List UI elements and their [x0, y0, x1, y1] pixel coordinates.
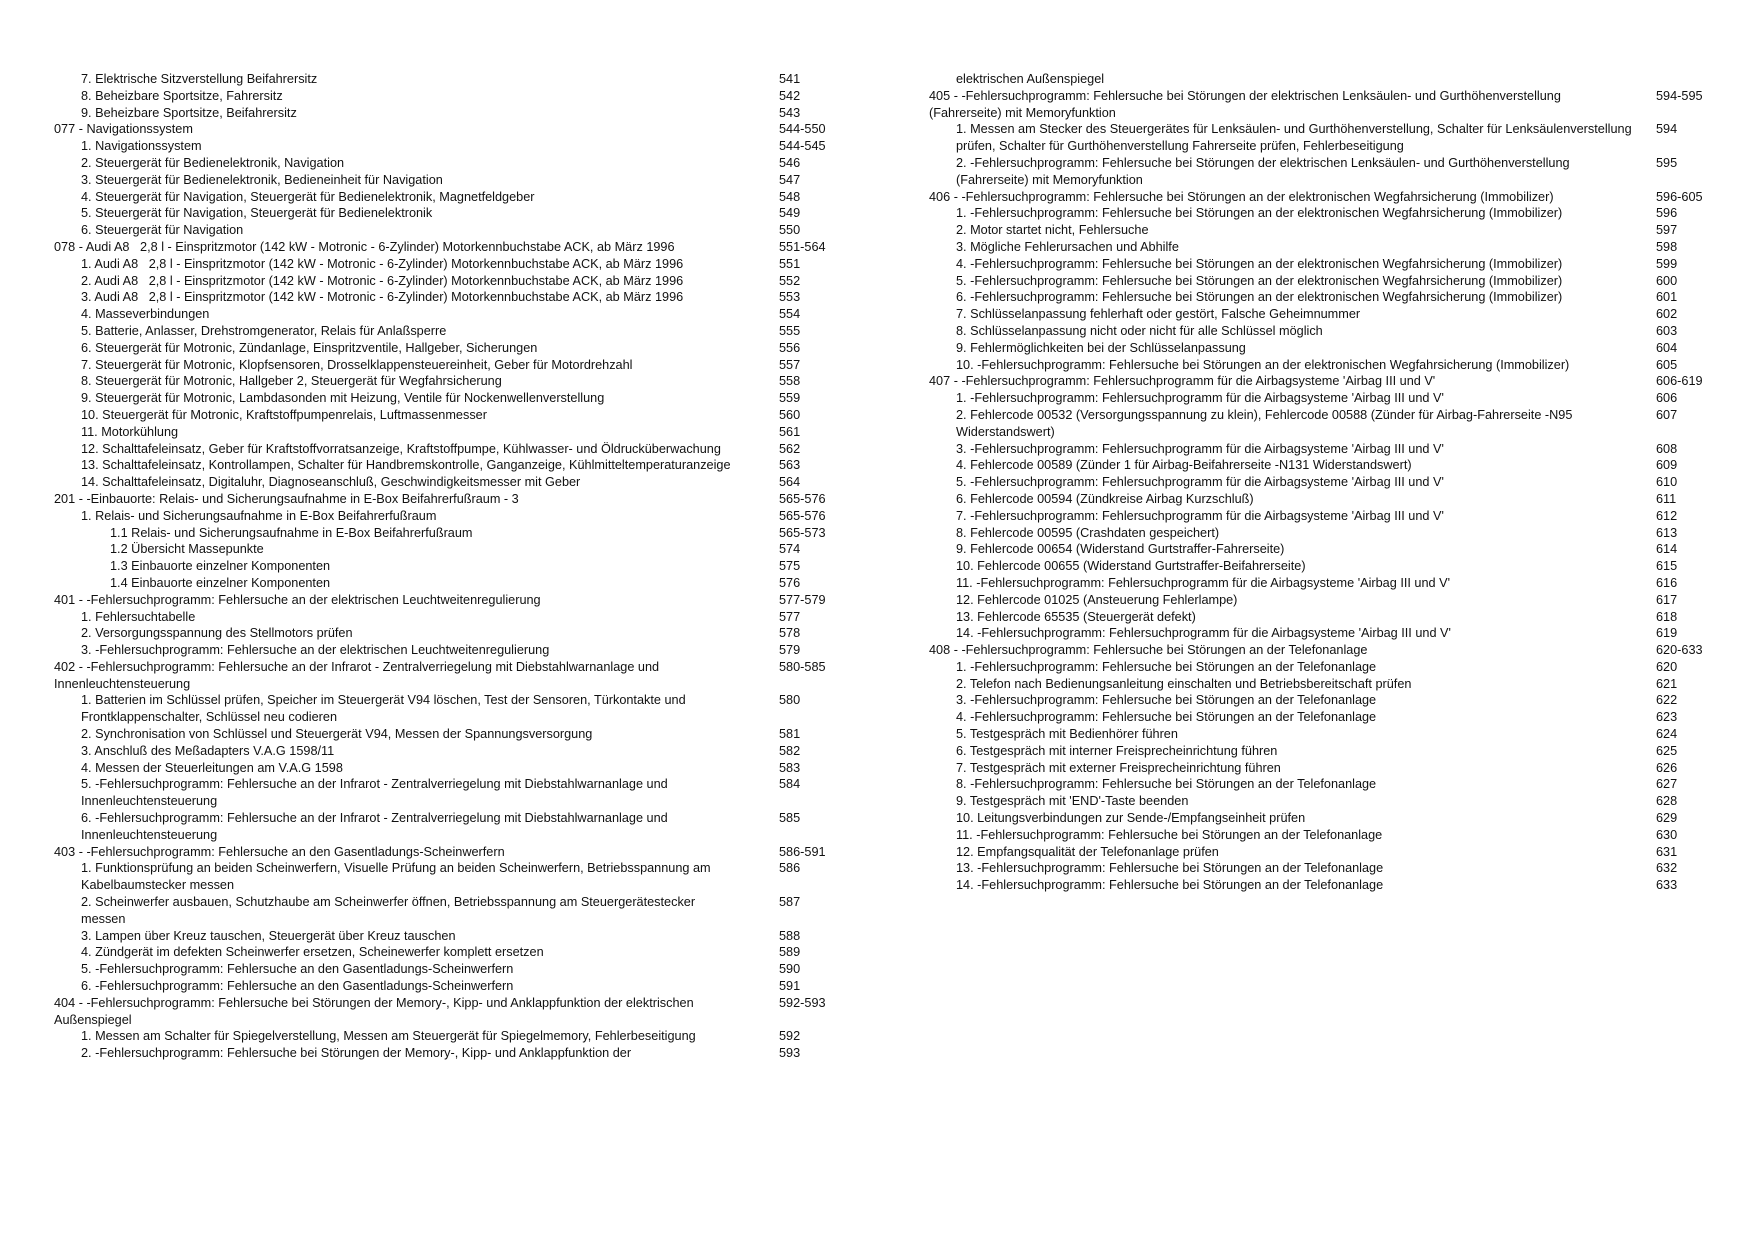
toc-entry-row[interactable] [54, 525, 854, 542]
toc-entry-title: 12. Fehlercode 01025 (Ansteuerung Fehlerlampe) [956, 592, 1238, 607]
toc-entry-title: 4. -Fehlersuchprogramm: Fehlersuche bei Störungen an der Telefonanlage [956, 710, 1377, 725]
toc-page-number: 596 [1656, 206, 1678, 221]
toc-entry-title: 5. -Fehlersuchprogramm: Fehlersuchprogramm für die Airbagsysteme 'Airbag III und V' [956, 475, 1444, 490]
toc-entry-title: 403 - -Fehlersuchprogramm: Fehlersuche an den Gasentladungs-Scheinwerfern [54, 844, 505, 859]
toc-page-number: 575 [779, 559, 801, 574]
toc-page-number: 559 [779, 391, 801, 406]
toc-entry-row[interactable] [929, 205, 1719, 222]
toc-entry-title: 10. -Fehlersuchprogramm: Fehlersuche bei Störungen an der elektronischen Wegfahrsicherung (Immobilizer) [956, 357, 1570, 372]
toc-page-number: 593 [779, 1046, 801, 1061]
toc-chapter-row[interactable] [54, 491, 854, 508]
toc-entry-title: 1. Audi A8 2,8 l - Einspritzmotor (142 kW - Motronic - 6-Zylinder) Motorkennbuchstabe ACK, ab März 1996 [81, 256, 684, 271]
toc-page-number: 600 [1656, 273, 1678, 288]
toc-page-number: 586-591 [779, 844, 826, 859]
toc-entry-row[interactable] [929, 827, 1719, 844]
toc-page-number: 551 [779, 256, 801, 271]
toc-entry-title: 9. Fehlercode 00654 (Widerstand Gurtstraffer-Fahrerseite) [956, 542, 1285, 557]
toc-entry-title: 5. -Fehlersuchprogramm: Fehlersuche an den Gasentladungs-Scheinwerfern [81, 962, 514, 977]
toc-page-number: 565-576 [779, 508, 826, 523]
toc-entry-title: 6. -Fehlersuchprogramm: Fehlersuche bei Störungen an der elektronischen Wegfahrsicherung (Immobilizer) [956, 290, 1563, 305]
toc-page-number: 621 [1656, 676, 1678, 691]
toc-entry-title: 8. Beheizbare Sportsitze, Fahrersitz [81, 88, 283, 103]
toc-page-number: 563 [779, 458, 801, 473]
toc-entry-title: 8. -Fehlersuchprogramm: Fehlersuche bei Störungen an der Telefonanlage [956, 777, 1377, 792]
toc-page-number: 609 [1656, 458, 1678, 473]
toc-page-number: 591 [779, 979, 801, 994]
toc-page-number: 557 [779, 357, 801, 372]
toc-entry-title: 9. Steuergerät für Motronic, Lambdasonden mit Heizung, Ventile für Nockenwellenverstellung [81, 391, 605, 406]
toc-page-number: 627 [1656, 777, 1678, 792]
toc-entry-row[interactable] [929, 844, 1719, 861]
toc-entry-row[interactable] [929, 877, 1719, 894]
toc-page-number: 582 [779, 743, 801, 758]
toc-page-number: 603 [1656, 323, 1678, 338]
toc-chapter-row[interactable] [54, 995, 854, 1029]
toc-entry-row[interactable] [54, 609, 854, 626]
toc-page-number: 550 [779, 223, 801, 238]
toc-entry-row[interactable] [54, 944, 854, 961]
toc-entry-row[interactable] [54, 961, 854, 978]
toc-entry-title: 404 - -Fehlersuchprogramm: Fehlersuche bei Störungen der Memory-, Kipp- und Anklappfunktion der elektrischen Außenspiegel [54, 995, 697, 1027]
toc-entry-title: 4. Fehlercode 00589 (Zünder 1 für Airbag-Beifahrerseite -N131 Widerstandswert) [956, 458, 1412, 473]
toc-page-number: 587 [779, 895, 801, 910]
toc-entry-row[interactable] [54, 894, 854, 928]
toc-entry-title: 14. -Fehlersuchprogramm: Fehlersuchprogramm für die Airbagsysteme 'Airbag III und V' [956, 626, 1451, 641]
toc-entry-title: 2. -Fehlersuchprogramm: Fehlersuche bei Störungen der Memory-, Kipp- und Anklappfunktion der [81, 1046, 632, 1061]
toc-entry-title: 6. Fehlercode 00594 (Zündkreise Airbag Kurzschluß) [956, 491, 1254, 506]
toc-entry-row[interactable] [929, 592, 1719, 609]
toc-entry-row[interactable] [54, 105, 854, 122]
toc-page-number: 547 [779, 172, 801, 187]
toc-page-number: 555 [779, 323, 801, 338]
toc-entry-row[interactable] [54, 1045, 854, 1062]
toc-entry-title: 12. Empfangsqualität der Telefonanlage prüfen [956, 844, 1219, 859]
toc-page-number: 561 [779, 424, 801, 439]
toc-page-number: 599 [1656, 256, 1678, 271]
toc-entry-row[interactable] [54, 323, 854, 340]
toc-entry-row[interactable] [54, 138, 854, 155]
toc-page-number: 615 [1656, 559, 1678, 574]
toc-entry-title: 6. Testgespräch mit interner Freisprecheinrichtung führen [956, 743, 1278, 758]
toc-page-number: 614 [1656, 542, 1678, 557]
toc-entry-title: 2. Fehlercode 00532 (Versorgungsspannung zu klein), Fehlercode 00588 (Zünder für Airbag-Fahrerseite -N95 Widerstandswert) [956, 407, 1576, 439]
toc-entry-row[interactable] [929, 793, 1719, 810]
toc-page-number: 592 [779, 1029, 801, 1044]
toc-entry-row[interactable] [929, 323, 1719, 340]
toc-chapter-row[interactable] [54, 239, 854, 256]
toc-entry-row[interactable] [54, 642, 854, 659]
toc-entry-title: 1. -Fehlersuchprogramm: Fehlersuchprogramm für die Airbagsysteme 'Airbag III und V' [956, 391, 1444, 406]
toc-entry-row[interactable] [54, 289, 854, 306]
toc-entry-row[interactable] [54, 155, 854, 172]
toc-entry-title: 405 - -Fehlersuchprogramm: Fehlersuche bei Störungen der elektrischen Lenksäulen- und Gurthöhenverstellung (Fahrerseite) mit Memoryfunktion [929, 88, 1565, 120]
toc-entry-row[interactable] [929, 575, 1719, 592]
toc-entry-row[interactable] [929, 508, 1719, 525]
toc-page-number: 623 [1656, 710, 1678, 725]
toc-page-number: 588 [779, 928, 801, 943]
toc-entry-row[interactable] [54, 205, 854, 222]
toc-page-number: 552 [779, 273, 801, 288]
toc-entry-title: 3. Mögliche Fehlerursachen und Abhilfe [956, 239, 1179, 254]
toc-entry-row[interactable] [54, 776, 854, 810]
toc-page-number: 605 [1656, 357, 1678, 372]
toc-entry-row[interactable] [54, 558, 854, 575]
toc-entry-title: 4. Messen der Steuerleitungen am V.A.G 1598 [81, 760, 343, 775]
toc-entry-row[interactable] [54, 273, 854, 290]
toc-entry-row[interactable] [929, 390, 1719, 407]
toc-entry-row[interactable] [54, 88, 854, 105]
toc-entry-row[interactable] [54, 390, 854, 407]
toc-entry-row[interactable] [929, 273, 1719, 290]
toc-entry-row[interactable] [54, 373, 854, 390]
toc-entry-title: 408 - -Fehlersuchprogramm: Fehlersuche bei Störungen an der Telefonanlage [929, 643, 1368, 658]
toc-entry-title: 13. Fehlercode 65535 (Steuergerät defekt) [956, 609, 1196, 624]
toc-entry-title: 9. Fehlermöglichkeiten bei der Schlüsselanpassung [956, 340, 1246, 355]
toc-entry-title: 201 - -Einbauorte: Relais- und Sicherungsaufnahme in E-Box Beifahrerfußraum - 3 [54, 491, 519, 506]
toc-entry-title: 7. Steuergerät für Motronic, Klopfsensoren, Drosselklappensteuereinheit, Geber für Motordrehzahl [81, 357, 633, 372]
toc-page-number: 581 [779, 727, 801, 742]
toc-entry-row[interactable] [54, 508, 854, 525]
toc-page-number: 544-545 [779, 139, 826, 154]
toc-entry-title: 8. Schlüsselanpassung nicht oder nicht für alle Schlüssel möglich [956, 323, 1323, 338]
toc-page-number: 622 [1656, 693, 1678, 708]
toc-entry-title: 4. Masseverbindungen [81, 307, 210, 322]
toc-page-number: 616 [1656, 575, 1678, 590]
toc-entry-row[interactable] [54, 625, 854, 642]
toc-page-number: 577 [779, 609, 801, 624]
toc-entry-title: 10. Leitungsverbindungen zur Sende-/Empfangseinheit prüfen [956, 811, 1306, 826]
toc-chapter-row[interactable] [54, 121, 854, 138]
toc-page-number: 628 [1656, 794, 1678, 809]
toc-page-number: 549 [779, 206, 801, 221]
toc-entry-row[interactable] [929, 121, 1719, 155]
toc-page-number: 620-633 [1656, 643, 1703, 658]
toc-page-number: 548 [779, 189, 801, 204]
toc-entry-row[interactable] [54, 474, 854, 491]
toc-page-number: 579 [779, 643, 801, 658]
toc-page-number: 578 [779, 626, 801, 641]
toc-entry-row[interactable] [929, 155, 1719, 189]
toc-page-number: 613 [1656, 525, 1678, 540]
toc-page-number: 597 [1656, 223, 1678, 238]
toc-page-number: 584 [779, 777, 801, 792]
toc-page-number: 612 [1656, 508, 1678, 523]
toc-page-number: 617 [1656, 592, 1678, 607]
toc-page-number: 610 [1656, 475, 1678, 490]
toc-entry-title: 2. Scheinwerfer ausbauen, Schutzhaube am Scheinwerfer öffnen, Betriebsspannung am Steuergerätestecker messen [81, 895, 699, 926]
toc-page-number: 580 [779, 693, 801, 708]
toc-entry-title: 7. Elektrische Sitzverstellung Beifahrersitz [81, 72, 318, 86]
toc-page-number: 618 [1656, 609, 1678, 624]
toc-entry-row[interactable] [929, 676, 1719, 693]
toc-entry-title: 8. Steuergerät für Motronic, Hallgeber 2, Steuergerät für Wegfahrsicherung [81, 374, 502, 389]
toc-entry-row[interactable] [54, 189, 854, 206]
toc-page-number: 625 [1656, 743, 1678, 758]
toc-entry-title: 4. -Fehlersuchprogramm: Fehlersuche bei Störungen an der elektronischen Wegfahrsicherung (Immobilizer) [956, 256, 1563, 271]
toc-entry-title: elektrischen Außenspiegel [956, 72, 1105, 86]
toc-page-number: 607 [1656, 407, 1678, 422]
toc-entry-row[interactable] [54, 256, 854, 273]
toc-entry-row[interactable] [929, 457, 1719, 474]
toc-entry-row[interactable] [929, 474, 1719, 491]
toc-entry-title: 9. Testgespräch mit 'END'-Taste beenden [956, 794, 1189, 809]
toc-entry-title: 3. -Fehlersuchprogramm: Fehlersuchprogramm für die Airbagsysteme 'Airbag III und V' [956, 441, 1444, 456]
toc-entry-title: 4. Steuergerät für Navigation, Steuergerät für Bedienelektronik, Magnetfeldgeber [81, 189, 535, 204]
toc-entry-title: 1.4 Einbauorte einzelner Komponenten [110, 575, 331, 590]
toc-entry-row[interactable] [54, 743, 854, 760]
toc-entry-row[interactable] [54, 441, 854, 458]
toc-entry-row[interactable] [54, 457, 854, 474]
toc-entry-row[interactable] [929, 692, 1719, 709]
toc-entry-title: 1. Relais- und Sicherungsaufnahme in E-Box Beifahrerfußraum [81, 508, 437, 523]
toc-entry-row[interactable] [929, 860, 1719, 877]
toc-entry-row[interactable] [54, 340, 854, 357]
toc-page-number: 601 [1656, 290, 1678, 305]
toc-entry-title: 2. Steuergerät für Bedienelektronik, Navigation [81, 155, 345, 170]
toc-page-number: 598 [1656, 239, 1678, 254]
toc-page-number: 585 [779, 811, 801, 826]
toc-page-number: 558 [779, 374, 801, 389]
toc-entry-title: 10. Steuergerät für Motronic, Kraftstoffpumpenrelais, Luftmassenmesser [81, 407, 487, 422]
toc-entry-title: 1. -Fehlersuchprogramm: Fehlersuche bei Störungen an der Telefonanlage [956, 659, 1377, 674]
toc-entry-row[interactable] [54, 928, 854, 945]
toc-entry-row[interactable] [929, 709, 1719, 726]
toc-page-number: 586 [779, 861, 801, 876]
toc-entry-row[interactable] [929, 239, 1719, 256]
toc-entry-row[interactable] [929, 609, 1719, 626]
toc-entry-row[interactable] [54, 760, 854, 777]
toc-entry-row[interactable] [929, 726, 1719, 743]
toc-entry-row[interactable] [54, 541, 854, 558]
toc-entry-row[interactable] [929, 625, 1719, 642]
toc-entry-title: 14. Schalttafeleinsatz, Digitaluhr, Diagnoseanschluß, Geschwindigkeitsmesser mit Geber [81, 475, 581, 490]
toc-page-number: 574 [779, 542, 801, 557]
toc-entry-title: 3. Anschluß des Meßadapters V.A.G 1598/11 [81, 743, 335, 758]
toc-entry-row[interactable] [929, 222, 1719, 239]
toc-entry-title: 5. Steuergerät für Navigation, Steuergerät für Bedienelektronik [81, 206, 433, 221]
toc-entry-title: 9. Beheizbare Sportsitze, Beifahrersitz [81, 105, 297, 120]
toc-page-number: 560 [779, 407, 801, 422]
toc-left-column [54, 71, 854, 1062]
toc-entry-row[interactable] [54, 575, 854, 592]
toc-entry-title: 1.3 Einbauorte einzelner Komponenten [110, 559, 331, 574]
toc-entry-row[interactable] [54, 407, 854, 424]
toc-entry-title: 6. Steuergerät für Motronic, Zündanlage, Einspritzventile, Hallgeber, Sicherungen [81, 340, 538, 355]
toc-page-number: 606-619 [1656, 374, 1703, 389]
toc-entry-title: 2. Audi A8 2,8 l - Einspritzmotor (142 kW - Motronic - 6-Zylinder) Motorkennbuchstabe ACK, ab März 1996 [81, 273, 684, 288]
toc-entry-title: 1. Messen am Schalter für Spiegelverstellung, Messen am Steuergerät für Spiegelmemory, Fehlerbeseitigung [81, 1029, 696, 1044]
toc-entry-row[interactable] [54, 71, 854, 88]
toc-page-number: 611 [1656, 491, 1677, 506]
toc-page-number: 546 [779, 155, 801, 170]
toc-right-column [929, 71, 1719, 894]
toc-entry-row[interactable] [54, 810, 854, 844]
toc-chapter-row[interactable] [54, 659, 854, 693]
toc-entry-title: 4. Zündgerät im defekten Scheinwerfer ersetzen, Scheinewerfer komplett ersetzen [81, 945, 544, 960]
toc-page-number: 630 [1656, 827, 1678, 842]
toc-entry-title: 13. Schalttafeleinsatz, Kontrollampen, Schalter für Handbremskontrolle, Ganganzeige, Kühlmitteltemperaturanzeige [81, 458, 731, 473]
toc-entry-title: 2. Telefon nach Bedienungsanleitung einschalten und Betriebsbereitschaft prüfen [956, 676, 1412, 691]
toc-chapter-row[interactable] [929, 373, 1719, 390]
toc-entry-title: 6. Steuergerät für Navigation [81, 223, 244, 238]
toc-page-number: 596-605 [1656, 189, 1703, 204]
toc-entry-row[interactable] [929, 491, 1719, 508]
toc-entry-title: 2. Synchronisation von Schlüssel und Steuergerät V94, Messen der Spannungsversorgung [81, 727, 593, 742]
toc-entry-title: 406 - -Fehlersuchprogramm: Fehlersuche bei Störungen an der elektronischen Wegfahrsicherung (Immobilizer) [929, 189, 1554, 204]
toc-entry-title: 402 - -Fehlersuchprogramm: Fehlersuche an der Infrarot - Zentralverriegelung mit Diebstahlwarnanlage und Innenleuchtensteuerung [54, 659, 663, 691]
toc-entry-row[interactable] [54, 1028, 854, 1045]
toc-entry-title: 1.2 Übersicht Massepunkte [110, 542, 264, 557]
toc-page-number: 542 [779, 88, 801, 103]
toc-entry-row[interactable] [54, 726, 854, 743]
toc-entry-title: 5. -Fehlersuchprogramm: Fehlersuche bei Störungen an der elektronischen Wegfahrsicherung (Immobilizer) [956, 273, 1563, 288]
toc-entry-title: 407 - -Fehlersuchprogramm: Fehlersuchprogramm für die Airbagsysteme 'Airbag III und V' [929, 374, 1436, 389]
toc-chapter-row[interactable] [929, 88, 1719, 122]
toc-page-number: 608 [1656, 441, 1678, 456]
toc-page-number: 576 [779, 575, 801, 590]
toc-entry-row[interactable] [929, 256, 1719, 273]
toc-entry-row[interactable] [54, 424, 854, 441]
toc-page-number: 632 [1656, 861, 1678, 876]
toc-entry-row[interactable] [54, 978, 854, 995]
toc-page-number: 543 [779, 105, 801, 120]
toc-entry-title: 1. Navigationssystem [81, 139, 202, 154]
toc-entry-title: 13. -Fehlersuchprogramm: Fehlersuche bei Störungen an der Telefonanlage [956, 861, 1384, 876]
toc-entry-row[interactable] [929, 441, 1719, 458]
toc-page-number: 631 [1656, 844, 1678, 859]
toc-entry-row[interactable] [54, 692, 854, 726]
toc-entry-title: 3. -Fehlersuchprogramm: Fehlersuche bei Störungen an der Telefonanlage [956, 693, 1377, 708]
toc-entry-title: 1. -Fehlersuchprogramm: Fehlersuche bei Störungen an der elektronischen Wegfahrsicherung (Immobilizer) [956, 206, 1563, 221]
toc-page-number: 626 [1656, 760, 1678, 775]
toc-entry-row[interactable] [929, 306, 1719, 323]
toc-page-number: 577-579 [779, 592, 826, 607]
toc-entry-title: 7. Schlüsselanpassung fehlerhaft oder gestört, Falsche Geheimnummer [956, 307, 1361, 322]
toc-entry-row[interactable] [929, 659, 1719, 676]
toc-page-number: 620 [1656, 659, 1678, 674]
toc-chapter-row[interactable] [54, 844, 854, 861]
toc-entry-title: 5. -Fehlersuchprogramm: Fehlersuche an der Infrarot - Zentralverriegelung mit Diebstahlwarnanlage und Innenleuchtensteuerung [81, 777, 672, 809]
toc-page-number: 565-576 [779, 491, 826, 506]
toc-chapter-row[interactable] [929, 642, 1719, 659]
toc-entry-row[interactable] [929, 541, 1719, 558]
toc-entry-title: 078 - Audi A8 2,8 l - Einspritzmotor (142 kW - Motronic - 6-Zylinder) Motorkennbuchstabe ACK, ab März 1996 [54, 239, 675, 254]
toc-page-number: 604 [1656, 340, 1678, 355]
toc-page-number: 551-564 [779, 239, 826, 254]
toc-entry-title: 11. Motorkühlung [81, 424, 179, 439]
toc-entry-title: 5. Batterie, Anlasser, Drehstromgenerator, Relais für Anlaßsperre [81, 323, 447, 338]
toc-entry-title: 6. -Fehlersuchprogramm: Fehlersuche an den Gasentladungs-Scheinwerfern [81, 979, 514, 994]
toc-page-number: 565-573 [779, 525, 826, 540]
toc-entry-title: 5. Testgespräch mit Bedienhörer führen [956, 727, 1178, 742]
toc-page-number: 562 [779, 441, 801, 456]
toc-page-number: 589 [779, 945, 801, 960]
toc-entry-title: 1. Funktionsprüfung an beiden Scheinwerfern, Visuelle Prüfung an beiden Scheinwerfern, Betriebsspannung am Kabelbaumstecker messen [81, 861, 715, 893]
toc-entry-row[interactable] [929, 357, 1719, 374]
toc-page-number: 553 [779, 290, 801, 305]
toc-entry-row[interactable] [929, 289, 1719, 306]
toc-page-number: 556 [779, 340, 801, 355]
toc-chapter-row[interactable] [54, 592, 854, 609]
toc-entry-row[interactable] [929, 71, 1719, 88]
toc-entry-row[interactable] [929, 558, 1719, 575]
toc-page-number: 595 [1656, 155, 1678, 170]
toc-entry-title: 1. Batterien im Schlüssel prüfen, Speicher im Steuergerät V94 löschen, Test der Sensoren, Türkontakte und Frontklappenschalter, Schlüssel neu codieren [81, 693, 690, 725]
toc-chapter-row[interactable] [929, 189, 1719, 206]
toc-entry-title: 2. -Fehlersuchprogramm: Fehlersuche bei Störungen der elektrischen Lenksäulen- und Gurthöhenverstellung (Fahrerseite) mit Memoryfunktion [956, 155, 1574, 187]
toc-page-number: 633 [1656, 878, 1678, 893]
toc-page-number: 554 [779, 307, 801, 322]
toc-entry-title: 14. -Fehlersuchprogramm: Fehlersuche bei Störungen an der Telefonanlage [956, 878, 1384, 893]
toc-page-number: 624 [1656, 727, 1678, 742]
toc-page-number: 541 [779, 72, 801, 86]
toc-entry-row[interactable] [54, 222, 854, 239]
toc-entry-row[interactable] [54, 860, 854, 894]
toc-page-number: 564 [779, 475, 801, 490]
toc-entry-title: 11. -Fehlersuchprogramm: Fehlersuchprogramm für die Airbagsysteme 'Airbag III und V' [956, 575, 1450, 590]
toc-entry-row[interactable] [929, 407, 1719, 441]
toc-entry-row[interactable] [54, 357, 854, 374]
toc-page-number: 594 [1656, 122, 1678, 137]
toc-entry-title: 11. -Fehlersuchprogramm: Fehlersuche bei Störungen an der Telefonanlage [956, 827, 1383, 842]
toc-entry-title: 3. Steuergerät für Bedienelektronik, Bedieneinheit für Navigation [81, 172, 443, 187]
toc-entry-row[interactable] [929, 760, 1719, 777]
toc-entry-row[interactable] [54, 172, 854, 189]
toc-page-number: 606 [1656, 391, 1678, 406]
toc-entry-title: 1. Messen am Stecker des Steuergerätes für Lenksäulen- und Gurthöhenverstellung, Schalter für Lenksäulenverstellung prüfen, Schalter für Gurthöhenverstellung Fahrerseite prüfen, Fehlerbeseitigung [956, 122, 1636, 154]
toc-entry-title: 401 - -Fehlersuchprogramm: Fehlersuche an der elektrischen Leuchtweitenregulierung [54, 592, 541, 607]
toc-entry-title: 2. Versorgungsspannung des Stellmotors prüfen [81, 626, 353, 641]
toc-entry-title: 1. Fehlersuchtabelle [81, 609, 196, 624]
toc-page-number: 580-585 [779, 659, 826, 674]
toc-entry-title: 077 - Navigationssystem [54, 122, 193, 137]
toc-entry-row[interactable] [54, 306, 854, 323]
toc-page-number: 602 [1656, 307, 1678, 322]
toc-entry-title: 7. Testgespräch mit externer Freisprecheinrichtung führen [956, 760, 1281, 775]
toc-entry-title: 10. Fehlercode 00655 (Widerstand Gurtstraffer-Beifahrerseite) [956, 559, 1306, 574]
toc-page-number: 583 [779, 760, 801, 775]
toc-entry-title: 8. Fehlercode 00595 (Crashdaten gespeichert) [956, 525, 1220, 540]
toc-entry-row[interactable] [929, 525, 1719, 542]
toc-page-number: 590 [779, 962, 801, 977]
toc-page-number: 629 [1656, 811, 1678, 826]
toc-page-number: 619 [1656, 626, 1678, 641]
toc-entry-row[interactable] [929, 743, 1719, 760]
toc-entry-title: 12. Schalttafeleinsatz, Geber für Kraftstoffvorratsanzeige, Kraftstoffpumpe, Kühlwasser- und Öldrucküberwachung [81, 441, 721, 456]
toc-entry-row[interactable] [929, 810, 1719, 827]
toc-entry-row[interactable] [929, 776, 1719, 793]
toc-page-number: 594-595 [1656, 88, 1703, 103]
toc-entry-title: 3. -Fehlersuchprogramm: Fehlersuche an der elektrischen Leuchtweitenregulierung [81, 643, 550, 658]
toc-entry-title: 6. -Fehlersuchprogramm: Fehlersuche an der Infrarot - Zentralverriegelung mit Diebstahlwarnanlage und Innenleuchtensteuerung [81, 811, 672, 842]
toc-entry-title: 7. -Fehlersuchprogramm: Fehlersuchprogramm für die Airbagsysteme 'Airbag III und V' [956, 508, 1444, 523]
toc-entry-title: 3. Audi A8 2,8 l - Einspritzmotor (142 kW - Motronic - 6-Zylinder) Motorkennbuchstabe ACK, ab März 1996 [81, 290, 684, 305]
toc-page-number: 592-593 [779, 995, 826, 1010]
toc-entry-title: 3. Lampen über Kreuz tauschen, Steuergerät über Kreuz tauschen [81, 928, 456, 943]
toc-entry-title: 2. Motor startet nicht, Fehlersuche [956, 223, 1149, 238]
toc-page-number: 544-550 [779, 122, 826, 137]
toc-entry-title: 1.1 Relais- und Sicherungsaufnahme in E-Box Beifahrerfußraum [110, 525, 473, 540]
toc-entry-row[interactable] [929, 340, 1719, 357]
